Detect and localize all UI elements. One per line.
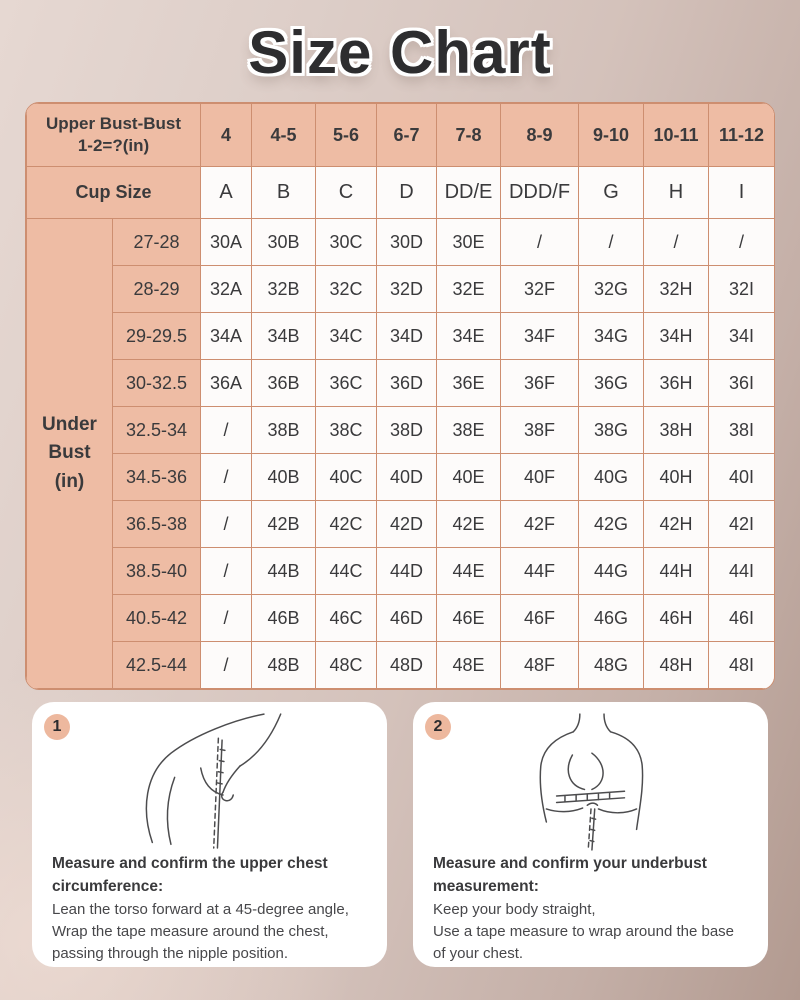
size-cell: 32H — [644, 266, 709, 313]
size-cell: / — [644, 219, 709, 266]
bust-diff-line1: Upper Bust-Bust — [45, 113, 182, 133]
table-row — [27, 219, 775, 266]
table-row — [27, 595, 775, 642]
size-cell: 36B — [252, 360, 316, 407]
size-cell: 34E — [437, 313, 501, 360]
cup-size-cell: B — [252, 167, 316, 219]
size-cell: 34B — [252, 313, 316, 360]
size-cell: 46I — [709, 595, 775, 642]
size-cell: 46F — [501, 595, 579, 642]
size-cell: 42H — [644, 501, 709, 548]
size-cell: 42B — [252, 501, 316, 548]
size-cell: 38D — [377, 407, 437, 454]
diff-column-header: 4-5 — [252, 104, 316, 167]
diff-column-header: 11-12 — [709, 104, 775, 167]
size-cell: 44D — [377, 548, 437, 595]
size-cell: 44H — [644, 548, 709, 595]
instruction-line: Wrap the tape measure around the chest, — [52, 922, 329, 940]
size-cell: 42C — [316, 501, 377, 548]
size-cell: 36G — [579, 360, 644, 407]
size-cell: 48I — [709, 642, 775, 689]
instruction-heading: Measure and confirm your underbust measurement: — [433, 855, 707, 896]
size-cell: 40I — [709, 454, 775, 501]
diff-column-header: 10-11 — [644, 104, 709, 167]
size-cell: 44C — [316, 548, 377, 595]
instruction-line: Keep your body straight, — [433, 900, 596, 918]
size-cell: 32E — [437, 266, 501, 313]
instruction-card-underbust — [413, 702, 768, 967]
size-chart-table — [25, 102, 775, 690]
table-row — [27, 454, 775, 501]
size-cell: 32C — [316, 266, 377, 313]
size-cell: 46E — [437, 595, 501, 642]
size-cell: 42G — [579, 501, 644, 548]
diff-column-header: 8-9 — [501, 104, 579, 167]
under-bust-range-cell: 27-28 — [113, 219, 201, 266]
size-cell: 38G — [579, 407, 644, 454]
size-cell: 40G — [579, 454, 644, 501]
size-cell: 34C — [316, 313, 377, 360]
size-cell: 36C — [316, 360, 377, 407]
size-cell: 42I — [709, 501, 775, 548]
size-cell: 32G — [579, 266, 644, 313]
size-cell: 36H — [644, 360, 709, 407]
size-cell: 30D — [377, 219, 437, 266]
size-cell: / — [709, 219, 775, 266]
size-cell: 32A — [201, 266, 252, 313]
step-number-badge: 2 — [425, 714, 451, 740]
cup-size-cell: A — [201, 167, 252, 219]
instruction-cards — [0, 690, 800, 967]
under-bust-range-cell: 29-29.5 — [113, 313, 201, 360]
size-cell: 32I — [709, 266, 775, 313]
under-bust-line1: Under — [42, 413, 97, 435]
size-cell: 44B — [252, 548, 316, 595]
under-bust-range-cell: 40.5-42 — [113, 595, 201, 642]
size-cell: 38C — [316, 407, 377, 454]
size-cell: 36D — [377, 360, 437, 407]
size-cell: 48C — [316, 642, 377, 689]
bust-diff-line2: 1-2=?(in) — [77, 136, 150, 155]
size-cell: 36E — [437, 360, 501, 407]
table-row — [27, 313, 775, 360]
size-cell: 48E — [437, 642, 501, 689]
size-cell: 34H — [644, 313, 709, 360]
cup-size-cell: G — [579, 167, 644, 219]
measure-upper-chest-illustration — [117, 712, 303, 852]
under-bust-line3: (in) — [54, 470, 85, 492]
size-cell: 46C — [316, 595, 377, 642]
size-cell: 48B — [252, 642, 316, 689]
size-cell: 40E — [437, 454, 501, 501]
table-row — [27, 266, 775, 313]
table-row — [27, 642, 775, 689]
diff-column-header: 6-7 — [377, 104, 437, 167]
size-cell: 30C — [316, 219, 377, 266]
instruction-heading: Measure and confirm the upper chest circumference: — [52, 855, 328, 896]
diff-column-header: 9-10 — [579, 104, 644, 167]
page-title: Size Chart — [248, 19, 552, 86]
table-row — [27, 360, 775, 407]
under-bust-range-cell: 34.5-36 — [113, 454, 201, 501]
size-cell: 34G — [579, 313, 644, 360]
size-cell: 48H — [644, 642, 709, 689]
size-cell: 36A — [201, 360, 252, 407]
size-cell: 44E — [437, 548, 501, 595]
size-cell: 32D — [377, 266, 437, 313]
size-cell: 44I — [709, 548, 775, 595]
cup-size-cell: C — [316, 167, 377, 219]
size-cell: 48F — [501, 642, 579, 689]
measure-underbust-illustration — [498, 712, 684, 852]
size-cell: 36F — [501, 360, 579, 407]
size-cell: 44F — [501, 548, 579, 595]
size-cell: 38E — [437, 407, 501, 454]
size-cell: 38I — [709, 407, 775, 454]
size-cell: 40D — [377, 454, 437, 501]
size-cell: 42F — [501, 501, 579, 548]
size-cell: 46D — [377, 595, 437, 642]
under-bust-range-cell: 32.5-34 — [113, 407, 201, 454]
bust-diff-header-row — [27, 104, 775, 167]
size-cell: 34A — [201, 313, 252, 360]
size-cell: / — [201, 501, 252, 548]
size-cell: 40C — [316, 454, 377, 501]
under-bust-range-cell: 38.5-40 — [113, 548, 201, 595]
size-cell: 30B — [252, 219, 316, 266]
size-cell: 40B — [252, 454, 316, 501]
size-cell: 40H — [644, 454, 709, 501]
size-cell: 44G — [579, 548, 644, 595]
size-cell: 42E — [437, 501, 501, 548]
cup-size-label-cell: Cup Size — [27, 167, 201, 219]
size-cell: 38F — [501, 407, 579, 454]
size-cell: 48D — [377, 642, 437, 689]
instruction-line: passing through the nipple position. — [52, 944, 289, 962]
instruction-card-upper-chest — [32, 702, 387, 967]
size-cell: / — [201, 548, 252, 595]
cup-size-cell: D — [377, 167, 437, 219]
bust-diff-header-cell — [27, 104, 201, 167]
size-cell: / — [201, 454, 252, 501]
size-cell: 34I — [709, 313, 775, 360]
diff-column-header: 4 — [201, 104, 252, 167]
size-cell: 38H — [644, 407, 709, 454]
cup-size-cell: H — [644, 167, 709, 219]
cup-size-cell: I — [709, 167, 775, 219]
size-cell: 36I — [709, 360, 775, 407]
cup-size-cell: DD/E — [437, 167, 501, 219]
table-row — [27, 548, 775, 595]
under-bust-range-cell: 28-29 — [113, 266, 201, 313]
size-cell: / — [201, 407, 252, 454]
table-row — [27, 407, 775, 454]
size-cell: / — [201, 595, 252, 642]
size-cell: 32F — [501, 266, 579, 313]
size-cell: 40F — [501, 454, 579, 501]
size-cell: 46H — [644, 595, 709, 642]
size-cell: 30E — [437, 219, 501, 266]
under-bust-range-cell: 36.5-38 — [113, 501, 201, 548]
size-cell: / — [501, 219, 579, 266]
size-cell: / — [579, 219, 644, 266]
diff-column-header: 5-6 — [316, 104, 377, 167]
under-bust-line2: Bust — [48, 442, 91, 464]
size-cell: 38B — [252, 407, 316, 454]
size-cell: 30A — [201, 219, 252, 266]
diff-column-header: 7-8 — [437, 104, 501, 167]
under-bust-group-label — [27, 219, 113, 689]
size-cell: 46G — [579, 595, 644, 642]
table-row — [27, 501, 775, 548]
size-cell: 34D — [377, 313, 437, 360]
instruction-line: Use a tape measure to wrap around the base of your chest. — [433, 922, 735, 962]
cup-size-row — [27, 167, 775, 219]
size-cell: 32B — [252, 266, 316, 313]
under-bust-range-cell: 30-32.5 — [113, 360, 201, 407]
size-cell: 34F — [501, 313, 579, 360]
size-cell: 46B — [252, 595, 316, 642]
size-cell: 42D — [377, 501, 437, 548]
size-cell: 48G — [579, 642, 644, 689]
size-cell: / — [201, 642, 252, 689]
under-bust-range-cell: 42.5-44 — [113, 642, 201, 689]
cup-size-cell: DDD/F — [501, 167, 579, 219]
step-number-badge: 1 — [44, 714, 70, 740]
instruction-line: Lean the torso forward at a 45-degree angle, — [52, 900, 349, 918]
